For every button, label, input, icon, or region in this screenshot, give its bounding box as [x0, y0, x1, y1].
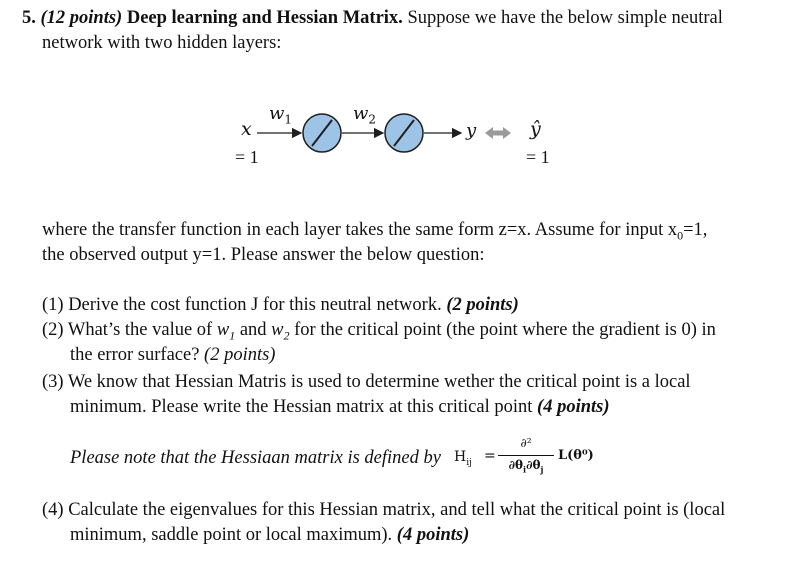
- weight-1-label: $w_1$: [269, 103, 293, 127]
- subquestion-2-line-2: the error surface? (2 points): [70, 345, 276, 365]
- subquestion-4-points: (4 points): [396, 525, 470, 545]
- output-var: y: [466, 120, 477, 141]
- transfer-line-1: where the transfer function in each layer takes the same form z=x. Assume for input $x_0=1$,: [42, 220, 708, 243]
- target-var: ŷ: [530, 118, 541, 140]
- subquestion-1-points: (2 points): [446, 295, 519, 315]
- subquestion-3-line-1: (3) We know that Hessian Matris is used to determine wether the critical point is a local: [42, 372, 691, 392]
- network-diagram: [215, 100, 615, 180]
- formula-lhs: $H_{ij}$: [454, 449, 472, 468]
- input-var: x: [241, 118, 252, 140]
- formula-equals: =: [484, 448, 496, 464]
- question-number: 5.: [22, 8, 36, 28]
- subquestion-4-line-2: minimum, saddle point or local maximum). (4 points): [70, 525, 470, 545]
- subquestion-2-points: (2 points): [204, 345, 276, 365]
- target-value: = 1: [526, 147, 550, 167]
- question-intro-2: network with two hidden layers:: [42, 33, 282, 53]
- formula-rhs: L(θ⁰): [558, 448, 594, 463]
- question-title: Deep learning and Hessian Matrix.: [126, 8, 403, 28]
- weight-2-label: $w_2$: [353, 103, 377, 127]
- subquestion-1: (1) Derive the cost function J for this neutral network. (2 points): [42, 295, 519, 315]
- formula-fraction-bar: [498, 455, 554, 456]
- double-arrow-icon: [485, 127, 511, 139]
- transfer-line-2: the observed output y=1. Please answer the below question:: [42, 245, 485, 265]
- question-points: (12 points): [40, 8, 123, 28]
- subquestion-2-line-1: (2) What’s the value of $w_1$ and $w_2$ for the critical point (the point where the gradient is 0) in: [42, 320, 716, 343]
- subquestion-4-line-1: (4) Calculate the eigenvalues for this Hessian matrix, and tell what the critical point is (local: [42, 500, 726, 520]
- subquestion-3-line-2: minimum. Please write the Hessian matrix at this critical point (4 points): [70, 397, 610, 417]
- subquestion-3-points: (4 points): [537, 397, 610, 417]
- hessian-formula: [454, 436, 614, 480]
- formula-numerator: ∂²: [520, 436, 532, 450]
- question-intro-1: Suppose we have the below simple neutral: [407, 8, 723, 28]
- formula-denominator: $\partial\theta_i\partial\theta_j$: [508, 458, 544, 475]
- hessian-note: Please note that the Hessiaan matrix is defined by: [70, 448, 441, 468]
- input-value: = 1: [235, 147, 259, 167]
- question-header: [22, 6, 723, 30]
